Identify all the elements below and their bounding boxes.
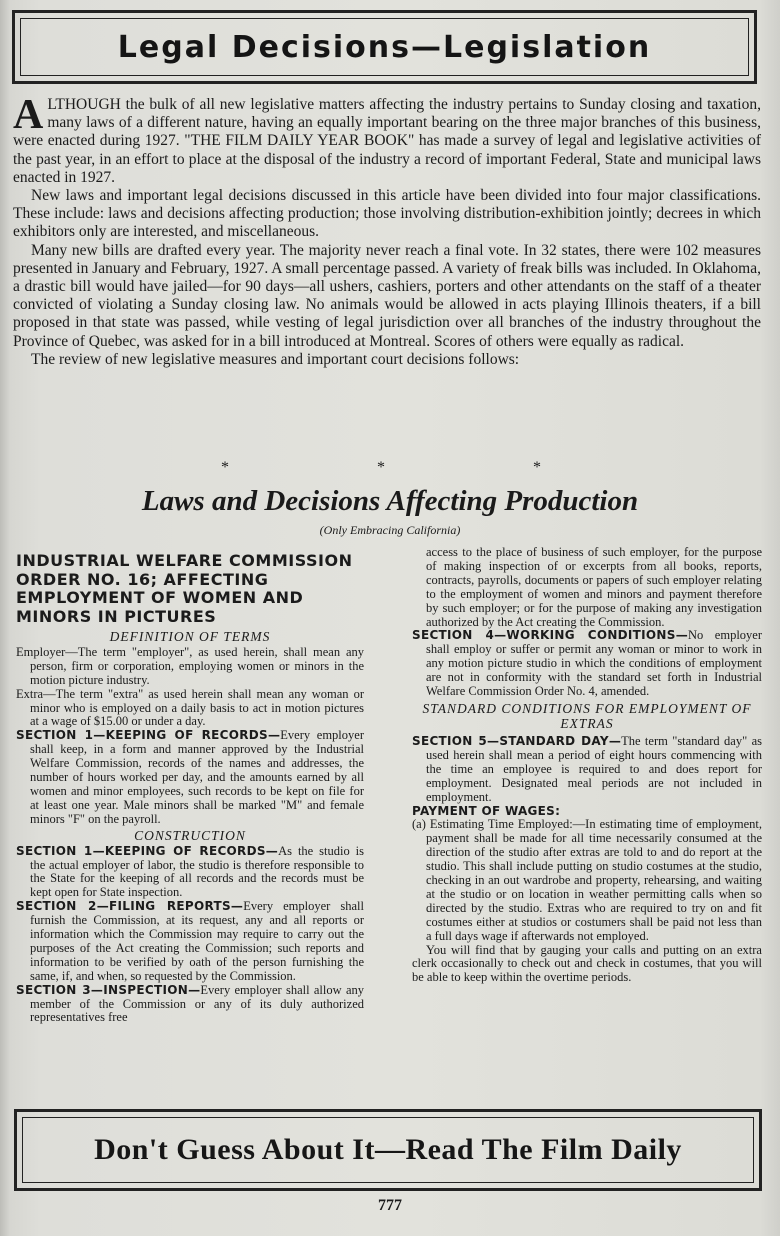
right-column <box>412 546 762 985</box>
section-2-text: Every employer shall furnish the Commission, at its request, any and all reports or information which the Commission may require to carry out the purposes of the Act creating the Commission; such reports and information to be verified by oath of the person furnishing the same, if, and when, so requested by the Commission. <box>30 899 364 983</box>
page-number: 777 <box>378 1197 402 1214</box>
section-1-heading: SECTION 1—KEEPING OF RECORDS— <box>16 728 281 743</box>
section-4-conditions <box>412 629 762 699</box>
extra-definition: Extra—The term "extra" as used herein shall mean any woman or minor who is employed on a daily basis to act in motion pictures at a wage of $15.00 or under a day. <box>16 686 364 729</box>
construction-section-1 <box>16 845 364 901</box>
construction-heading: CONSTRUCTION <box>134 827 246 843</box>
footer-frame <box>14 1109 762 1191</box>
definitions-heading: DEFINITION OF TERMS <box>109 629 271 644</box>
section-2-heading: SECTION 2—FILING REPORTS— <box>16 899 244 914</box>
intro-paragraph-3: Many new bills are drafted every year. The majority never reach a final vote. In 32 states, there were 102 measures presented in January and February, 1927. A small percentage passed. A variety of freak bills was included. In Oklahoma, a drastic bill would have jailed—for 90 days—all ushers, cashiers, porters and other attendants on the staff of a theater convicted of violating a Sunday closing law. No animals would be allowed in acts playing Illinois theaters, if a bill proposed in that state was passed, while vesting of legal jurisdiction over all branches of the industry throughout the Province of Quebec, was asked for in a bill introduced at Montreal. Scores of others were equally as radical. <box>13 241 761 350</box>
section-1-text: Every employer shall keep, in a form and manner approved by the Industrial Welfare Commission, records of the names and addresses, the number of hours worked per day, and the amounts earned by all women and minor employees, such records to be kept on file for at least one year. Male minors shall be marked "M" and female minors "F" on the payroll. <box>30 728 364 826</box>
section-3-inspection <box>16 984 364 1026</box>
section-3-text: Every employer shall allow any member of the Commission or any of its duly authorized representatives free <box>30 982 364 1025</box>
intro-paragraph-1 <box>13 92 761 187</box>
section-5-standard-day <box>412 735 762 805</box>
employer-definition: Employer—The term "employer", as used herein, shall mean any person, firm or corporation, employing women or minors in the motion picture industry. <box>16 644 364 687</box>
intro-text <box>13 92 761 369</box>
order-heading: INDUSTRIAL WELFARE COMMISSION ORDER NO. 16; AFFECTING EMPLOYMENT OF WOMEN AND MINORS IN PICTURES <box>16 551 353 626</box>
section-2-reports <box>16 900 364 983</box>
construction-section-1-text: As the studio is the actual employer of labor, the studio is therefore responsible to the State for the keeping of all records and the records must be kept open for State inspection. <box>30 843 364 900</box>
section-5-text: The term "standard day" as used herein shall mean a period of eight hours commencing with the time an employee is required to and does report for employment. Designated meal periods are not included in employment. <box>426 733 762 804</box>
intro-paragraph-1-text: LTHOUGH the bulk of all new legislative matters affecting the industry pertains to Sunday closing and taxation, many laws of a different nature, having an equally important bearing on the three major branches of this business, were enacted during 1927. "THE FILM DAILY YEAR BOOK" has made a survey of legal and legislative activities of the past year, in an effort to place at the disposal of the industry a record of important Federal, State and municipal laws enacted in 1927. <box>13 96 761 186</box>
construction-section-1-heading: SECTION 1—KEEPING OF RECORDS— <box>16 843 279 858</box>
section-4-text: No employer shall employ or suffer or permit any woman or minor to work in any motion picture studio in which the conditions of employment are not in conformity with the standard set forth in Industrial Welfare Commission Order No. 4, amended. <box>426 628 763 699</box>
drop-cap: A <box>13 92 44 138</box>
section-3-heading: SECTION 3—INSPECTION— <box>16 982 201 997</box>
section-3-continued: access to the place of business of such employer, for the purpose of making inspection of or excerpts from all books, reports, contracts, payrolls, documents or papers of such employer relating to the employment of women and minors and payment therefore by such employer; or for the purpose of making any investigation authorized by the Act creating the Commission. <box>426 545 762 629</box>
overtime-tip: You will find that by gauging your calls and putting on an extra clerk occasionally to check out and check in costumes, that you will be able to keep within the overtime periods. <box>412 942 762 985</box>
section-subtitle: (Only Embracing California) <box>319 523 461 537</box>
section-4-heading: SECTION 4—WORKING CONDITIONS— <box>412 628 689 643</box>
estimating-time-paragraph <box>412 818 762 943</box>
header-inner-frame <box>20 18 749 76</box>
section-5-heading: SECTION 5—STANDARD DAY— <box>412 733 622 748</box>
footer-slogan: Don't Guess About It—Read The Film Daily <box>94 1133 682 1166</box>
section-title: Laws and Decisions Affecting Production <box>141 485 639 517</box>
section-1-records <box>16 729 364 826</box>
separator-stars: * * * <box>221 459 613 476</box>
left-column <box>16 552 364 1025</box>
standard-conditions-heading: STANDARD CONDITIONS FOR EMPLOYMENT OF EXTRAS <box>422 700 752 731</box>
estimating-time-heading: (a) Estimating Time Employed:— <box>412 817 586 832</box>
intro-paragraph-2: New laws and important legal decisions discussed in this article have been divided into four major classifications. These include: laws and decisions affecting production; those involving distribution-exhibition jointly; decrees in which exhibitors only are interested, and miscellaneous. <box>13 187 761 241</box>
estimating-time-text: In estimating time of employment, payment shall be made for all time necessarily consumed at the direction of the studio after extras are told to and do report at the studio. This shall include putting on studio costumes at the studio, checking in an out wardrobe and property, rehearsing, and waiting at the studio or on location in weather permitting calls when so directed by the studio. Extras who are required to try on and fit costumes either at studios or costumers shall be paid not less than a full days wage if afterwards not employed. <box>426 817 762 943</box>
footer-inner-frame <box>22 1117 754 1183</box>
intro-paragraph-4: The review of new legislative measures and important court decisions follows: <box>31 350 520 368</box>
page-title: Legal Decisions—Legislation <box>117 29 652 65</box>
payment-heading: PAYMENT OF WAGES: <box>412 803 561 818</box>
header-frame <box>12 10 757 84</box>
